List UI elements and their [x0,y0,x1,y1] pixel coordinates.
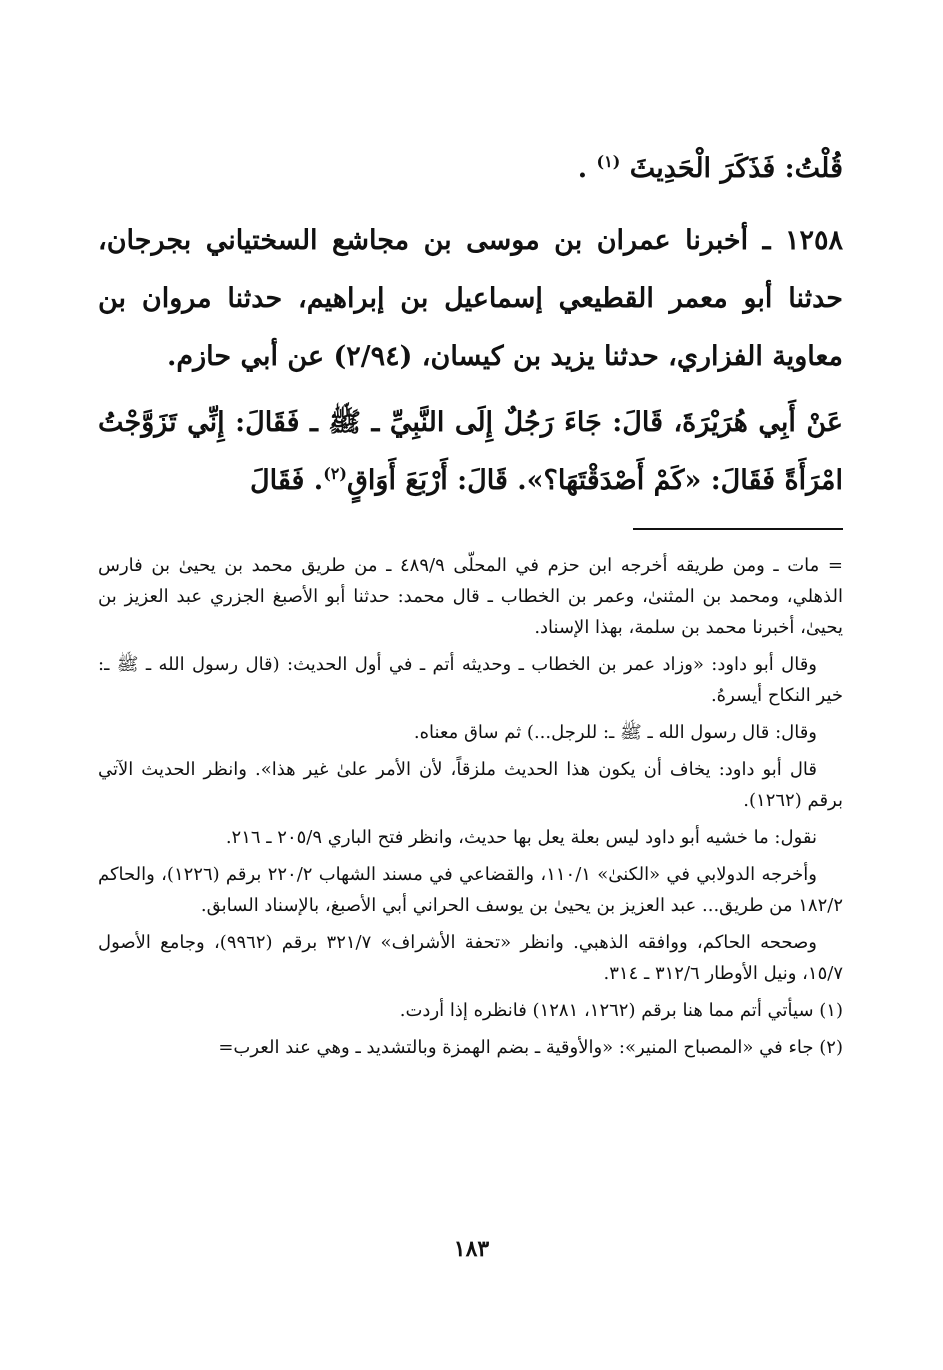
qult-end: . [577,153,588,184]
continuation-mark: = [827,555,843,576]
footnote-paragraph: وقال أبو داود: «وزاد عمر بن الخطاب ـ وحديثه أتم ـ في أول الحديث: (قال رسول الله ـ ﷺ ـ: خير النكاح أيسرهُ. [98,654,843,706]
footnote-paragraph: قال أبو داود: يخاف أن يكون هذا الحديث ملزقاً، لأن الأمر علىٰ غير هذا». وانظر الحديث الآتي برقم (١٢٦٢). [98,759,843,811]
footnote-separator [633,528,843,530]
footnote-1: (١) سيأتي أتم مما هنا برقم (١٢٦٢، ١٢٨١) فانظره إذا أردت. [399,1000,843,1021]
hadith-matn [98,394,843,510]
main-text [98,140,843,510]
qult-line [98,140,843,198]
footnote-2: (٢) جاء في «المصباح المنير»: «والأوقية ـ بضم الهمزة وبالتشديد ـ وهي عند العرب= [218,1037,843,1058]
page-number: ١٨٣ [453,1236,490,1262]
footnote-paragraph: نقول: ما خشيه أبو داود ليس بعلة يعل بها حديث، وانظر فتح الباري ٢٠٥/٩ ـ ٢١٦. [225,827,817,848]
matn-text: عَنْ أَبِي هُرَيْرَةَ، قَالَ: جَاءَ رَجُلٌ إِلَى النَّبِيِّ ـ ﷺ ـ فَقَالَ: إِنِّي تَزَوَّجْتُ امْرَأَةً فَقَالَ: «كَمْ أَصْدَقْتَهَا؟». قَالَ: أَرْبَعَ أَوَاقٍ [98,407,843,496]
hadith-isnad: ١٢٥٨ ـ أخبرنا عمران بن موسى بن مجاشع السختياني بجرجان، حدثنا أبو معمر القطيعي إسماعيل بن إبراهيم، حدثنا مروان بن معاوية الفزاري، حدثنا يزيد بن كيسان، (٢/٩٤) عن أبي حازم. [98,225,843,372]
footnote-ref-2: (٢) [323,464,347,483]
footnote-text: مات ـ ومن طريقه أخرجه ابن حزم في المحلّى ٤٨٩/٩ ـ من طريق محمد بن يحيىٰ بن فارس الذهلي، ومحمد بن المثنىٰ، وعمر بن الخطاب ـ قال محمد: حدثنا أبو الأصبغ الجزري عبد العزيز بن يحيىٰ، أخبرنا محمد بن سلمة، بهذا الإسناد. [98,555,843,638]
matn-end: . فَقَالَ [249,465,324,496]
footnote-ref-1: (١) [596,152,621,171]
footnote-paragraph: وصححه الحاكم، ووافقه الذهبي. وانظر «تحفة الأشراف» ٣٢١/٧ برقم (٩٩٦٢)، وجامع الأصول ١٥/٧، ونيل الأوطار ٣١٢/٦ ـ ٣١٤. [98,932,843,984]
footnote-paragraph: وأخرجه الدولابي في «الكنىٰ» ١١٠/١، والقضاعي في مسند الشهاب ٢٢٠/٢ برقم (١٢٢٦)، والحاكم ١٨٢/٢ من طريق... عبد العزيز بن يحيىٰ بن يوسف الحراني أبي الأصبغ، بالإسناد السابق. [98,864,843,916]
footnote-paragraph [98,550,843,643]
footnote-paragraph: وقال: قال رسول الله ـ ﷺ ـ: للرجل...) ثم ساق معناه. [413,722,817,743]
qult-text: قُلْتُ: فَذَكَرَ الْحَدِيثَ [629,153,843,184]
footnotes [98,550,843,1069]
